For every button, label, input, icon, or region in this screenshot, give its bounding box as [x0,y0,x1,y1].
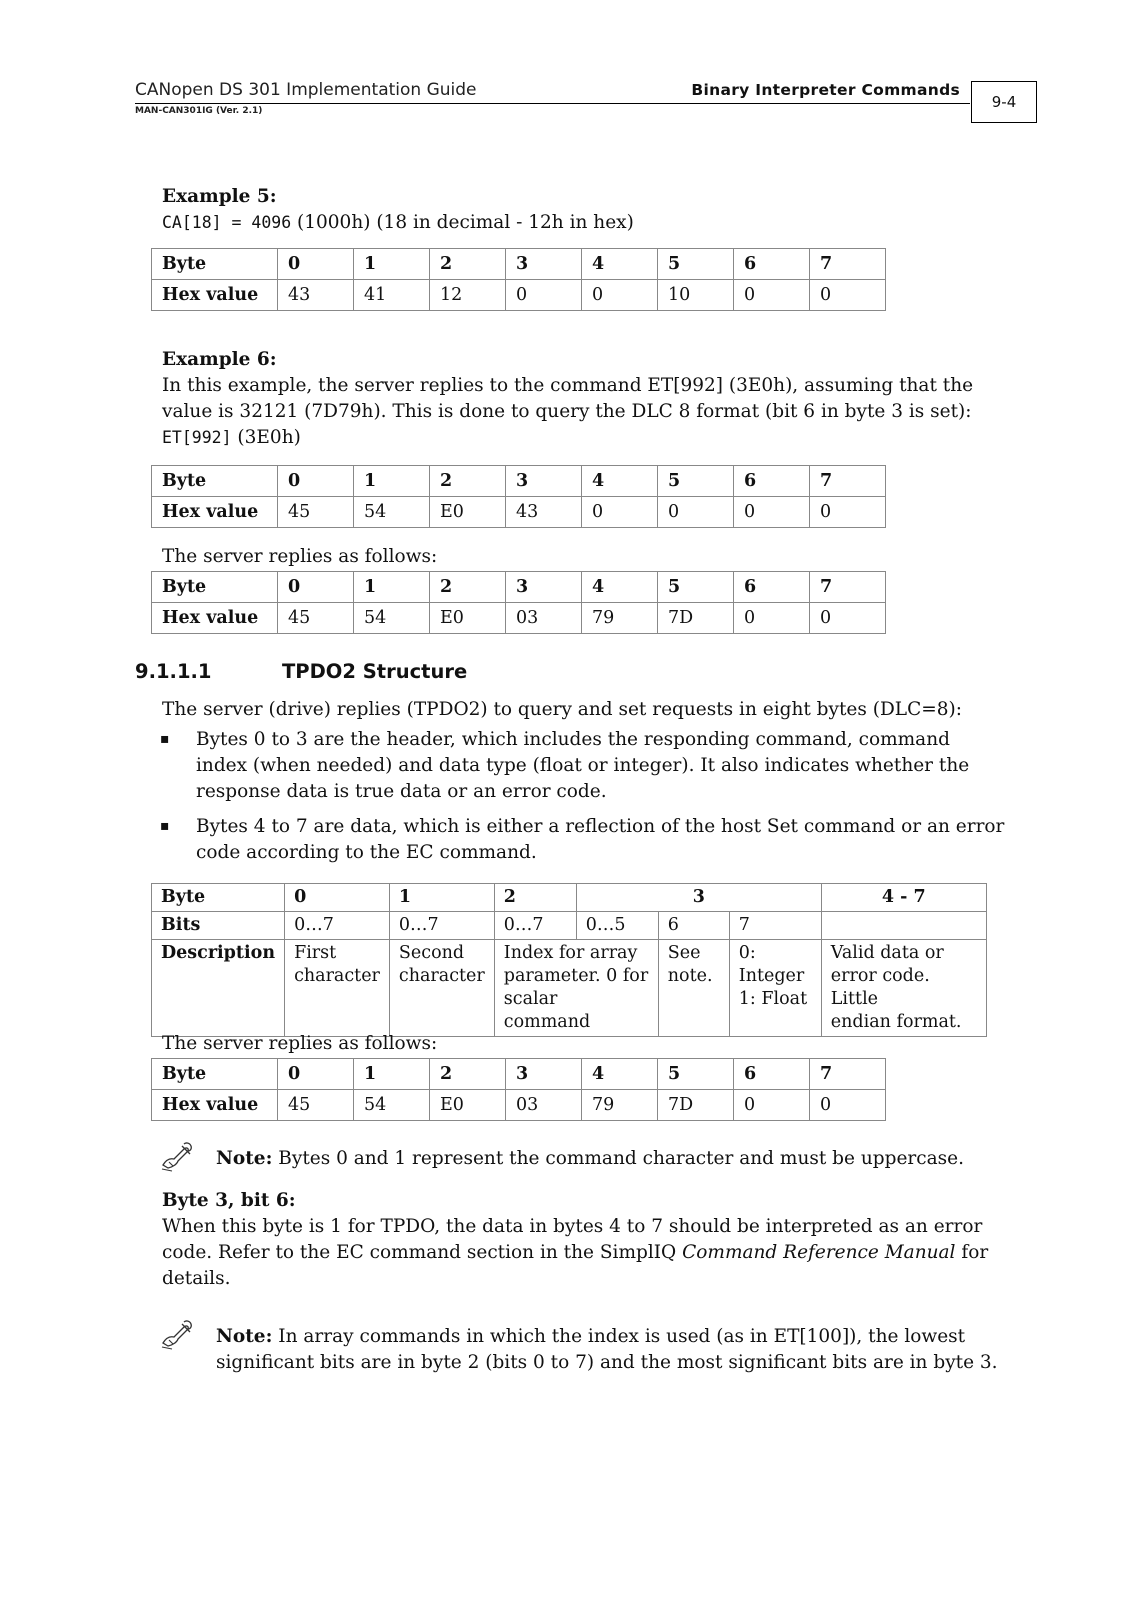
table-cell: 54 [354,497,430,528]
row-label: Byte [152,249,278,280]
cell-line: Integer [738,966,805,986]
table-cell: 45 [278,603,354,634]
table-cell: E0 [430,1090,506,1121]
table-cell: 0 [582,497,658,528]
table-cell: 0 [278,466,354,497]
table-cell [494,940,658,1037]
row-label: Hex value [152,603,278,634]
table-cell: 6 [734,249,810,280]
table-cell: 4 [582,249,658,280]
bullet-2-line-2: code according to the EC command. [196,842,537,863]
table-cell: 2 [430,1059,506,1090]
table-cell: 0 [810,497,886,528]
table-row [152,884,987,912]
table-row [152,280,886,311]
note-2-line-1 [216,1324,965,1351]
table-cell: 0 [734,603,810,634]
table-cell: 1 [354,466,430,497]
row-label: Hex value [152,1090,278,1121]
cell-line: Index for array [503,943,638,963]
table-cell: 79 [582,1090,658,1121]
table-cell: 03 [506,603,582,634]
cell-line: First [294,943,337,963]
row-label: Description [152,940,285,1037]
example-5-heading: Example 5: [162,186,277,207]
table-cell: 7 [810,572,886,603]
note-text: Bytes 0 and 1 represent the command character and must be uppercase. [272,1148,964,1169]
bullet-1-line-1: Bytes 0 to 3 are the header, which includes the responding command, command [196,729,950,750]
section-heading [135,660,467,683]
table-cell: 0 [278,572,354,603]
cell-line: note. [667,966,713,986]
cell-line: scalar command [503,989,591,1032]
bullet-2-line-1: Bytes 4 to 7 are data, which is either a reflection of the host Set command or an error [196,816,1005,837]
manual-title: Command Reference Manual [682,1242,956,1263]
table-cell: 2 [430,466,506,497]
replies-label-2: The server replies as follows: [162,1033,438,1054]
table-cell: 7 [810,466,886,497]
table-cell: 6 [734,1059,810,1090]
table-cell: 0 [810,1090,886,1121]
cell-line: 1: Float [738,989,808,1009]
table-cell: 0 [658,497,734,528]
table-cell: E0 [430,603,506,634]
table-cell: 41 [354,280,430,311]
byte3-heading: Byte 3, bit 6: [162,1190,296,1211]
table-cell: 1 [354,1059,430,1090]
cell-line: Second [398,943,465,963]
table-cell: 43 [278,280,354,311]
table-cell: 5 [658,249,734,280]
table-cell: 0…7 [494,912,576,940]
table-cell: 3 [506,1059,582,1090]
row-label: Byte [152,1059,278,1090]
text-run: for [955,1242,989,1263]
table-cell: 3 [576,884,821,912]
table-row [152,497,886,528]
table-cell: 1 [354,249,430,280]
example-6-code-line [162,425,301,452]
replies-label-1: The server replies as follows: [162,546,438,567]
example-6-code-rest: (3E0h) [231,427,301,448]
cell-line: error code. Little [830,966,930,1009]
bullet-1-line-2: index (when needed) and data type (float or integer). It also indicates whether the [196,755,970,776]
document-id: MAN-CAN301IG (Ver. 2.1) [135,106,263,116]
example-6-code: ET[992] [162,428,232,447]
example-6-query-table [151,465,886,528]
table-cell: 0 [810,603,886,634]
table-cell: 54 [354,1090,430,1121]
table-cell [658,940,729,1037]
table-cell: 5 [658,1059,734,1090]
page-number: 9-4 [971,81,1037,123]
section-number: 9.1.1.1 [135,660,212,683]
table-cell [389,940,494,1037]
table-cell: 0 [810,280,886,311]
table-cell [285,940,390,1037]
table-cell: 0 [278,1059,354,1090]
table-row [152,466,886,497]
table-cell: 03 [506,1090,582,1121]
table-cell: 0 [734,497,810,528]
hand-writing-note-icon [160,1140,194,1174]
table-cell [729,940,821,1037]
table-cell: 4 [582,1059,658,1090]
table-cell: 79 [582,603,658,634]
table-cell: 0 [285,884,390,912]
table-cell: 7 [729,912,821,940]
example-6-line-1: In this example, the server replies to the command ET[992] (3E0h), assuming that the [162,375,974,396]
row-label: Hex value [152,280,278,311]
table-cell: 3 [506,572,582,603]
table-cell: 7 [810,249,886,280]
table-cell: 4 - 7 [821,884,986,912]
cell-line: Valid data or [830,943,944,963]
bullet-1-line-3: response data is true data or an error code. [196,781,607,802]
table-cell: 4 [582,572,658,603]
table-cell: 54 [354,603,430,634]
section-title: TPDO2 Structure [282,660,468,683]
table-cell [821,912,986,940]
table-cell: 3 [506,466,582,497]
table-cell: 7D [658,1090,734,1121]
table-cell: E0 [430,497,506,528]
hand-writing-note-icon [160,1318,194,1352]
example-6-reply-table [151,571,886,634]
byte3-line-3: details. [162,1268,231,1289]
bullet-marker: ▪ [160,731,170,747]
table-cell: 0 [582,280,658,311]
table-cell: 0…7 [285,912,390,940]
table-cell: 1 [389,884,494,912]
example-5-description [162,210,634,237]
table-cell [821,940,986,1037]
note-1 [216,1146,964,1173]
table-cell: 3 [506,249,582,280]
table-cell: 2 [430,249,506,280]
table-cell: 0 [734,280,810,311]
note-label: Note: [216,1148,273,1169]
tpdo2-structure-table [151,883,987,1037]
cell-line: endian format. [830,1012,962,1032]
cell-line: character [294,966,380,986]
table-row [152,940,987,1037]
table-cell: 7 [810,1059,886,1090]
cell-line: character [398,966,485,986]
byte3-line-2 [162,1240,988,1267]
example-5-rest: (1000h) (18 in decimal - 12h in hex) [291,212,634,233]
document-title: CANopen DS 301 Implementation Guide [135,80,477,100]
table-cell: 0 [278,249,354,280]
header-rule [135,103,970,104]
table-cell: 7D [658,603,734,634]
table-cell: 2 [494,884,576,912]
note-label: Note: [216,1326,273,1347]
byte3-line-1: When this byte is 1 for TPDO, the data in bytes 4 to 7 should be interpreted as an error [162,1216,983,1237]
table-row [152,1059,886,1090]
table-row [152,1090,886,1121]
row-label: Byte [152,884,285,912]
table-cell: 4 [582,466,658,497]
row-label: Hex value [152,497,278,528]
table-row [152,572,886,603]
cell-line: 0: [738,943,756,963]
table-cell: 6 [658,912,729,940]
bullet-marker: ▪ [160,818,170,834]
text-run: code. Refer to the EC command section in the SimplIQ [162,1242,683,1263]
section-intro: The server (drive) replies (TPDO2) to query and set requests in eight bytes (DLC=8): [162,699,962,720]
table-cell: 2 [430,572,506,603]
example-6-heading: Example 6: [162,349,277,370]
note-text: In array commands in which the index is used (as in ET[100]), the lowest [272,1326,966,1347]
table-row [152,249,886,280]
table-cell: 0…7 [389,912,494,940]
table-cell: 0 [734,1090,810,1121]
table-cell: 12 [430,280,506,311]
example-5-table [151,248,886,311]
table-cell: 5 [658,466,734,497]
row-label: Byte [152,466,278,497]
table-cell: 0 [506,280,582,311]
table-row [152,603,886,634]
cell-line: See [667,943,701,963]
table-cell: 10 [658,280,734,311]
tpdo2-reply-table [151,1058,886,1121]
example-5-code: CA[18] = 4096 [162,213,292,232]
example-6-line-2: value is 32121 (7D79h). This is done to query the DLC 8 format (bit 6 in byte 3 is set): [162,401,972,422]
table-cell: 45 [278,497,354,528]
row-label: Byte [152,572,278,603]
cell-line: parameter. 0 for [503,966,649,986]
table-cell: 6 [734,466,810,497]
chapter-title: Binary Interpreter Commands [691,81,960,99]
row-label: Bits [152,912,285,940]
table-cell: 1 [354,572,430,603]
table-cell: 43 [506,497,582,528]
table-row [152,912,987,940]
table-cell: 5 [658,572,734,603]
note-2-line-2: significant bits are in byte 2 (bits 0 to 7) and the most significant bits are in byte 3. [216,1352,998,1373]
table-cell: 6 [734,572,810,603]
table-cell: 45 [278,1090,354,1121]
table-cell: 0…5 [576,912,658,940]
